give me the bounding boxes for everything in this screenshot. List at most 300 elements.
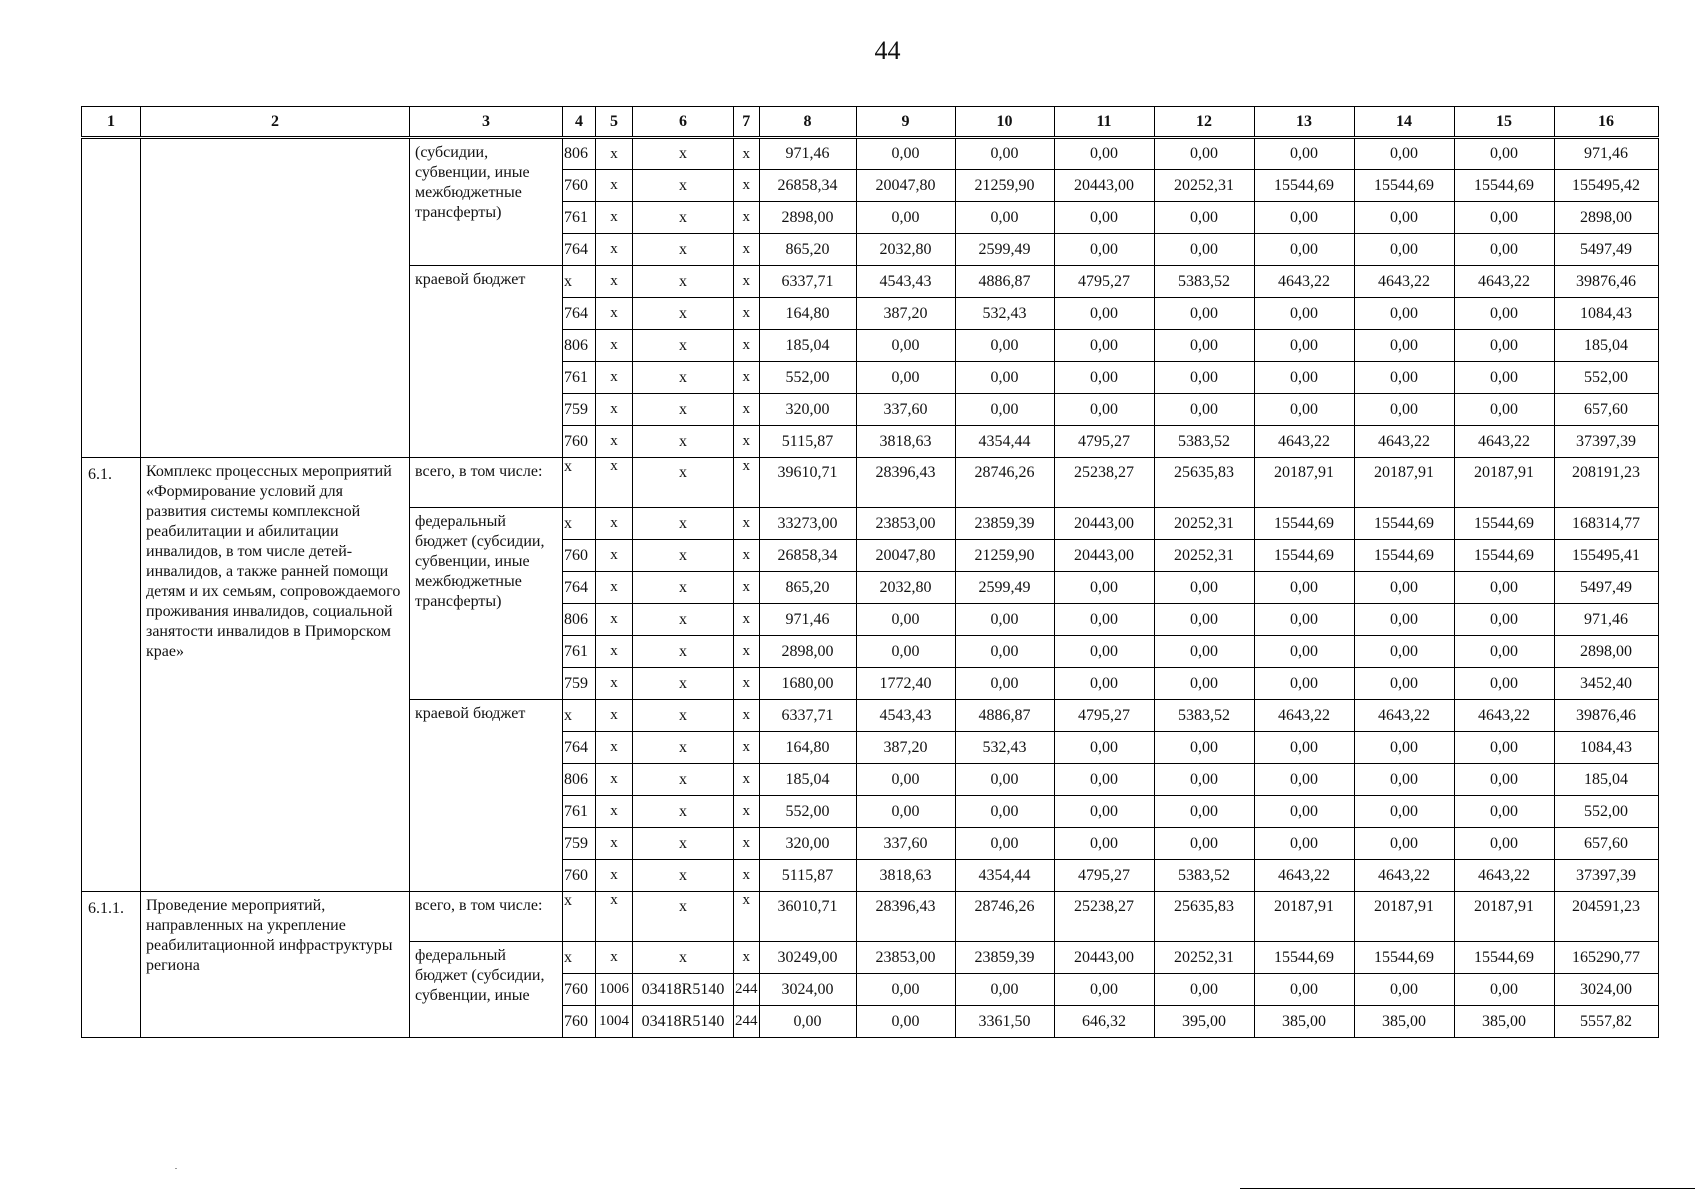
column-header-row — [82, 107, 1659, 138]
source-label: краевой бюджет — [410, 266, 563, 458]
value-cell: x — [734, 362, 760, 394]
value-cell: 0,00 — [1154, 974, 1254, 1006]
value-cell: 0,00 — [1254, 636, 1354, 668]
column-header: 8 — [759, 107, 856, 138]
value-cell: 2032,80 — [856, 234, 955, 266]
value-cell: 25238,27 — [1054, 458, 1154, 508]
value-cell: 23859,39 — [955, 942, 1054, 974]
value-cell: 36010,71 — [759, 892, 856, 942]
value-cell: 33273,00 — [759, 508, 856, 540]
column-header: 13 — [1254, 107, 1354, 138]
value-cell: 0,00 — [1154, 362, 1254, 394]
value-cell: 0,00 — [1354, 202, 1454, 234]
value-cell: 0,00 — [1154, 828, 1254, 860]
value-cell: 164,80 — [759, 732, 856, 764]
value-cell: x — [596, 604, 633, 636]
value-cell: 0,00 — [955, 202, 1054, 234]
value-cell: x — [633, 892, 734, 942]
value-cell: x — [563, 266, 596, 298]
value-cell: 759 — [563, 394, 596, 426]
value-cell: 3024,00 — [759, 974, 856, 1006]
value-cell: x — [633, 732, 734, 764]
name-cell — [141, 138, 410, 458]
value-cell: x — [734, 942, 760, 974]
value-cell: 0,00 — [1154, 668, 1254, 700]
item-name: Комплекс процессных мероприятий «Формирование условий для развития системы комплексной реабилитации и абилитации инвалидов, в том числе детей-инвалидов, а также ранней помощи детям и их семьям, сопровождаемого проживания инвалидов, социальной занятости инвалидов в Приморском крае» — [141, 458, 410, 892]
value-cell: 806 — [563, 330, 596, 362]
value-cell: 0,00 — [955, 828, 1054, 860]
value-cell: 865,20 — [759, 234, 856, 266]
value-cell: x — [734, 234, 760, 266]
column-header: 6 — [633, 107, 734, 138]
value-cell: 0,00 — [1454, 362, 1554, 394]
value-cell: 208191,23 — [1554, 458, 1658, 508]
value-cell: 4886,87 — [955, 266, 1054, 298]
value-cell: x — [633, 796, 734, 828]
value-cell: 6337,71 — [759, 266, 856, 298]
value-cell: 760 — [563, 170, 596, 202]
value-cell: 2032,80 — [856, 572, 955, 604]
value-cell: 25635,83 — [1154, 458, 1254, 508]
value-cell: 806 — [563, 138, 596, 170]
value-cell: 0,00 — [1354, 234, 1454, 266]
value-cell: 4643,22 — [1454, 266, 1554, 298]
value-cell: x — [633, 764, 734, 796]
column-header: 4 — [563, 107, 596, 138]
value-cell: 20047,80 — [856, 540, 955, 572]
value-cell: 0,00 — [1154, 636, 1254, 668]
value-cell: 0,00 — [955, 362, 1054, 394]
value-cell: 4643,22 — [1354, 700, 1454, 732]
value-cell: 39876,46 — [1554, 266, 1658, 298]
value-cell: 0,00 — [955, 636, 1054, 668]
value-cell: 552,00 — [1554, 796, 1658, 828]
value-cell: 0,00 — [856, 362, 955, 394]
value-cell: 0,00 — [856, 636, 955, 668]
value-cell: 20252,31 — [1154, 508, 1254, 540]
value-cell: 0,00 — [1454, 234, 1554, 266]
table-row — [82, 892, 1659, 942]
value-cell: x — [596, 732, 633, 764]
value-cell: x — [596, 202, 633, 234]
source-label: краевой бюджет — [410, 700, 563, 892]
value-cell: 5115,87 — [759, 426, 856, 458]
value-cell: 0,00 — [1454, 668, 1554, 700]
value-cell: 764 — [563, 572, 596, 604]
value-cell: 4795,27 — [1054, 700, 1154, 732]
value-cell: 0,00 — [1354, 394, 1454, 426]
value-cell: 0,00 — [856, 604, 955, 636]
value-cell: 0,00 — [1354, 796, 1454, 828]
value-cell: 0,00 — [1354, 330, 1454, 362]
column-header: 11 — [1054, 107, 1154, 138]
value-cell: x — [734, 266, 760, 298]
value-cell: x — [596, 330, 633, 362]
value-cell: 39876,46 — [1554, 700, 1658, 732]
value-cell: 0,00 — [1154, 764, 1254, 796]
value-cell: 764 — [563, 298, 596, 330]
value-cell: 0,00 — [1054, 796, 1154, 828]
value-cell: x — [633, 572, 734, 604]
value-cell: 0,00 — [1154, 732, 1254, 764]
value-cell: x — [596, 892, 633, 942]
value-cell: x — [734, 700, 760, 732]
value-cell: x — [633, 170, 734, 202]
value-cell: 0,00 — [1154, 202, 1254, 234]
value-cell: 20187,91 — [1254, 892, 1354, 942]
value-cell: x — [563, 508, 596, 540]
value-cell: x — [633, 700, 734, 732]
value-cell: 760 — [563, 1006, 596, 1038]
value-cell: 20443,00 — [1054, 508, 1154, 540]
item-number: 6.1.1. — [82, 892, 141, 1038]
value-cell: 0,00 — [1354, 974, 1454, 1006]
value-cell: 0,00 — [856, 974, 955, 1006]
value-cell: 0,00 — [1454, 202, 1554, 234]
column-header: 2 — [141, 107, 410, 138]
value-cell: x — [734, 764, 760, 796]
value-cell: 0,00 — [1454, 974, 1554, 1006]
value-cell: 0,00 — [955, 764, 1054, 796]
source-label: федеральный бюджет (субсидии, субвенции, иные межбюджетные трансферты) — [410, 508, 563, 700]
value-cell: x — [596, 796, 633, 828]
value-cell: 0,00 — [1354, 362, 1454, 394]
value-cell: x — [596, 860, 633, 892]
value-cell: 806 — [563, 604, 596, 636]
value-cell: 0,00 — [1354, 298, 1454, 330]
value-cell: 0,00 — [1054, 362, 1154, 394]
value-cell: 185,04 — [1554, 764, 1658, 796]
column-header: 7 — [734, 107, 760, 138]
value-cell: x — [633, 362, 734, 394]
value-cell: 204591,23 — [1554, 892, 1658, 942]
source-label: федеральный бюджет (субсидии, субвенции, иные — [410, 942, 563, 1038]
value-cell: 0,00 — [1254, 202, 1354, 234]
value-cell: 4643,22 — [1354, 266, 1454, 298]
value-cell: x — [596, 764, 633, 796]
value-cell: x — [633, 604, 734, 636]
value-cell: 03418R5140 — [633, 1006, 734, 1038]
value-cell: 532,43 — [955, 298, 1054, 330]
value-cell: 185,04 — [759, 330, 856, 362]
value-cell: 0,00 — [1254, 298, 1354, 330]
value-cell: x — [596, 828, 633, 860]
value-cell: 552,00 — [759, 362, 856, 394]
value-cell: 0,00 — [1254, 330, 1354, 362]
value-cell: 971,46 — [759, 138, 856, 170]
source-label: (субсидии, субвенции, иные межбюджетные трансферты) — [410, 138, 563, 266]
value-cell: x — [633, 508, 734, 540]
value-cell: 387,20 — [856, 732, 955, 764]
value-cell: 5383,52 — [1154, 266, 1254, 298]
value-cell: x — [596, 394, 633, 426]
value-cell: 4643,22 — [1254, 860, 1354, 892]
value-cell: x — [633, 668, 734, 700]
value-cell: 0,00 — [856, 138, 955, 170]
value-cell: 0,00 — [1054, 828, 1154, 860]
value-cell: 761 — [563, 202, 596, 234]
value-cell: x — [734, 426, 760, 458]
value-cell: 0,00 — [1254, 604, 1354, 636]
value-cell: x — [734, 604, 760, 636]
value-cell: x — [633, 266, 734, 298]
value-cell: 28396,43 — [856, 892, 955, 942]
value-cell: 4643,22 — [1454, 860, 1554, 892]
value-cell: 0,00 — [1254, 796, 1354, 828]
value-cell: 5497,49 — [1554, 234, 1658, 266]
value-cell: 0,00 — [1354, 732, 1454, 764]
column-header: 15 — [1454, 107, 1554, 138]
value-cell: 0,00 — [1254, 668, 1354, 700]
value-cell: x — [596, 700, 633, 732]
value-cell: x — [734, 540, 760, 572]
value-cell: 15544,69 — [1354, 508, 1454, 540]
value-cell: 2898,00 — [759, 636, 856, 668]
value-cell: 0,00 — [1454, 330, 1554, 362]
value-cell: 4795,27 — [1054, 860, 1154, 892]
value-cell: 0,00 — [1454, 572, 1554, 604]
value-cell: 0,00 — [1354, 668, 1454, 700]
value-cell: 2898,00 — [1554, 636, 1658, 668]
column-header: 1 — [82, 107, 141, 138]
value-cell: 37397,39 — [1554, 860, 1658, 892]
value-cell: 0,00 — [1254, 764, 1354, 796]
value-cell: 0,00 — [1054, 604, 1154, 636]
value-cell: 385,00 — [1454, 1006, 1554, 1038]
value-cell: 4543,43 — [856, 266, 955, 298]
value-cell: 21259,90 — [955, 540, 1054, 572]
value-cell: 4354,44 — [955, 860, 1054, 892]
value-cell: 30249,00 — [759, 942, 856, 974]
value-cell: 5497,49 — [1554, 572, 1658, 604]
value-cell: 0,00 — [1254, 828, 1354, 860]
value-cell: 0,00 — [1154, 298, 1254, 330]
value-cell: 760 — [563, 540, 596, 572]
value-cell: 1680,00 — [759, 668, 856, 700]
value-cell: 15544,69 — [1454, 170, 1554, 202]
value-cell: 0,00 — [856, 764, 955, 796]
value-cell: 320,00 — [759, 828, 856, 860]
value-cell: x — [596, 540, 633, 572]
value-cell: 0,00 — [1454, 828, 1554, 860]
column-header: 14 — [1354, 107, 1454, 138]
value-cell: 25238,27 — [1054, 892, 1154, 942]
value-cell: 0,00 — [955, 668, 1054, 700]
value-cell: x — [596, 636, 633, 668]
num-cell — [82, 138, 141, 458]
value-cell: x — [734, 298, 760, 330]
value-cell: x — [596, 170, 633, 202]
value-cell: 395,00 — [1154, 1006, 1254, 1038]
value-cell: 2898,00 — [759, 202, 856, 234]
value-cell: x — [633, 426, 734, 458]
source-label: всего, в том числе: — [410, 458, 563, 508]
value-cell: 0,00 — [955, 796, 1054, 828]
value-cell: 0,00 — [955, 394, 1054, 426]
value-cell: x — [734, 330, 760, 362]
value-cell: x — [596, 426, 633, 458]
value-cell: 39610,71 — [759, 458, 856, 508]
value-cell: 1084,43 — [1554, 298, 1658, 330]
value-cell: 164,80 — [759, 298, 856, 330]
value-cell: 0,00 — [1154, 572, 1254, 604]
value-cell: 385,00 — [1254, 1006, 1354, 1038]
value-cell: 552,00 — [1554, 362, 1658, 394]
value-cell: 0,00 — [856, 1006, 955, 1038]
value-cell: x — [596, 298, 633, 330]
value-cell: 0,00 — [1254, 362, 1354, 394]
value-cell: 185,04 — [1554, 330, 1658, 362]
value-cell: x — [596, 668, 633, 700]
footer-rule — [1240, 1188, 1695, 1189]
value-cell: 1006 — [596, 974, 633, 1006]
value-cell: 20252,31 — [1154, 170, 1254, 202]
value-cell: x — [734, 394, 760, 426]
value-cell: 4643,22 — [1354, 860, 1454, 892]
value-cell: 0,00 — [1454, 298, 1554, 330]
value-cell: 3818,63 — [856, 426, 955, 458]
value-cell: 6337,71 — [759, 700, 856, 732]
value-cell: 21259,90 — [955, 170, 1054, 202]
value-cell: 0,00 — [1054, 298, 1154, 330]
value-cell: 0,00 — [1154, 796, 1254, 828]
value-cell: x — [596, 458, 633, 508]
value-cell: 0,00 — [1354, 138, 1454, 170]
value-cell: 0,00 — [1254, 732, 1354, 764]
value-cell: 760 — [563, 860, 596, 892]
value-cell: 28746,26 — [955, 458, 1054, 508]
value-cell: 657,60 — [1554, 828, 1658, 860]
value-cell: 5383,52 — [1154, 426, 1254, 458]
page-number: 44 — [874, 36, 901, 65]
value-cell: 0,00 — [1154, 234, 1254, 266]
value-cell: 5115,87 — [759, 860, 856, 892]
scan-speck — [175, 1168, 177, 1169]
value-cell: 646,32 — [1054, 1006, 1154, 1038]
value-cell: 0,00 — [1254, 572, 1354, 604]
value-cell: 15544,69 — [1454, 942, 1554, 974]
value-cell: x — [633, 828, 734, 860]
value-cell: x — [563, 700, 596, 732]
value-cell: 0,00 — [1054, 668, 1154, 700]
value-cell: 0,00 — [856, 202, 955, 234]
value-cell: 385,00 — [1354, 1006, 1454, 1038]
value-cell: x — [563, 458, 596, 508]
value-cell: 25635,83 — [1154, 892, 1254, 942]
value-cell: 0,00 — [1154, 138, 1254, 170]
value-cell: 20187,91 — [1254, 458, 1354, 508]
value-cell: x — [734, 860, 760, 892]
table-row — [82, 138, 1659, 170]
value-cell: x — [563, 892, 596, 942]
value-cell: 0,00 — [1054, 394, 1154, 426]
value-cell: 759 — [563, 668, 596, 700]
value-cell: 320,00 — [759, 394, 856, 426]
value-cell: 4795,27 — [1054, 266, 1154, 298]
value-cell: 760 — [563, 974, 596, 1006]
column-header: 5 — [596, 107, 633, 138]
table-row — [82, 458, 1659, 508]
value-cell: x — [734, 828, 760, 860]
column-header: 10 — [955, 107, 1054, 138]
value-cell: 23853,00 — [856, 942, 955, 974]
value-cell: 0,00 — [1054, 330, 1154, 362]
value-cell: x — [563, 942, 596, 974]
value-cell: 0,00 — [1054, 732, 1154, 764]
value-cell: 761 — [563, 636, 596, 668]
value-cell: 0,00 — [1054, 234, 1154, 266]
value-cell: 26858,34 — [759, 170, 856, 202]
value-cell: 0,00 — [1054, 572, 1154, 604]
value-cell: 20443,00 — [1054, 170, 1154, 202]
value-cell: 387,20 — [856, 298, 955, 330]
value-cell: x — [734, 170, 760, 202]
value-cell: 971,46 — [1554, 138, 1658, 170]
value-cell: x — [633, 298, 734, 330]
value-cell: 28396,43 — [856, 458, 955, 508]
value-cell: x — [734, 732, 760, 764]
value-cell: 20047,80 — [856, 170, 955, 202]
value-cell: 5383,52 — [1154, 700, 1254, 732]
value-cell: x — [596, 138, 633, 170]
value-cell: 4354,44 — [955, 426, 1054, 458]
value-cell: x — [633, 942, 734, 974]
value-cell: x — [633, 860, 734, 892]
value-cell: x — [596, 942, 633, 974]
value-cell: 165290,77 — [1554, 942, 1658, 974]
value-cell: 0,00 — [856, 330, 955, 362]
value-cell: 0,00 — [1154, 394, 1254, 426]
value-cell: x — [734, 458, 760, 508]
value-cell: 0,00 — [1054, 202, 1154, 234]
value-cell: 15544,69 — [1354, 170, 1454, 202]
value-cell: 5383,52 — [1154, 860, 1254, 892]
value-cell: x — [633, 202, 734, 234]
value-cell: 1004 — [596, 1006, 633, 1038]
value-cell: 865,20 — [759, 572, 856, 604]
value-cell: 0,00 — [1254, 234, 1354, 266]
value-cell: 23859,39 — [955, 508, 1054, 540]
value-cell: 657,60 — [1554, 394, 1658, 426]
value-cell: x — [596, 266, 633, 298]
value-cell: x — [633, 458, 734, 508]
value-cell: x — [734, 508, 760, 540]
value-cell: x — [633, 138, 734, 170]
value-cell: 0,00 — [1454, 636, 1554, 668]
value-cell: x — [633, 330, 734, 362]
value-cell: 3361,50 — [955, 1006, 1054, 1038]
value-cell: 20443,00 — [1054, 942, 1154, 974]
value-cell: x — [633, 636, 734, 668]
value-cell: 0,00 — [1054, 764, 1154, 796]
value-cell: x — [734, 202, 760, 234]
value-cell: 0,00 — [1354, 828, 1454, 860]
value-cell: 3024,00 — [1554, 974, 1658, 1006]
value-cell: x — [734, 892, 760, 942]
value-cell: 0,00 — [955, 330, 1054, 362]
value-cell: 28746,26 — [955, 892, 1054, 942]
value-cell: 4543,43 — [856, 700, 955, 732]
value-cell: 20443,00 — [1054, 540, 1154, 572]
value-cell: 0,00 — [1054, 636, 1154, 668]
value-cell: x — [734, 636, 760, 668]
value-cell: 15544,69 — [1254, 540, 1354, 572]
item-name: Проведение мероприятий, направленных на укрепление реабилитационной инфраструктуры региона — [141, 892, 410, 1038]
value-cell: 4643,22 — [1454, 426, 1554, 458]
value-cell: x — [633, 540, 734, 572]
value-cell: 244 — [734, 974, 760, 1006]
value-cell: x — [596, 508, 633, 540]
